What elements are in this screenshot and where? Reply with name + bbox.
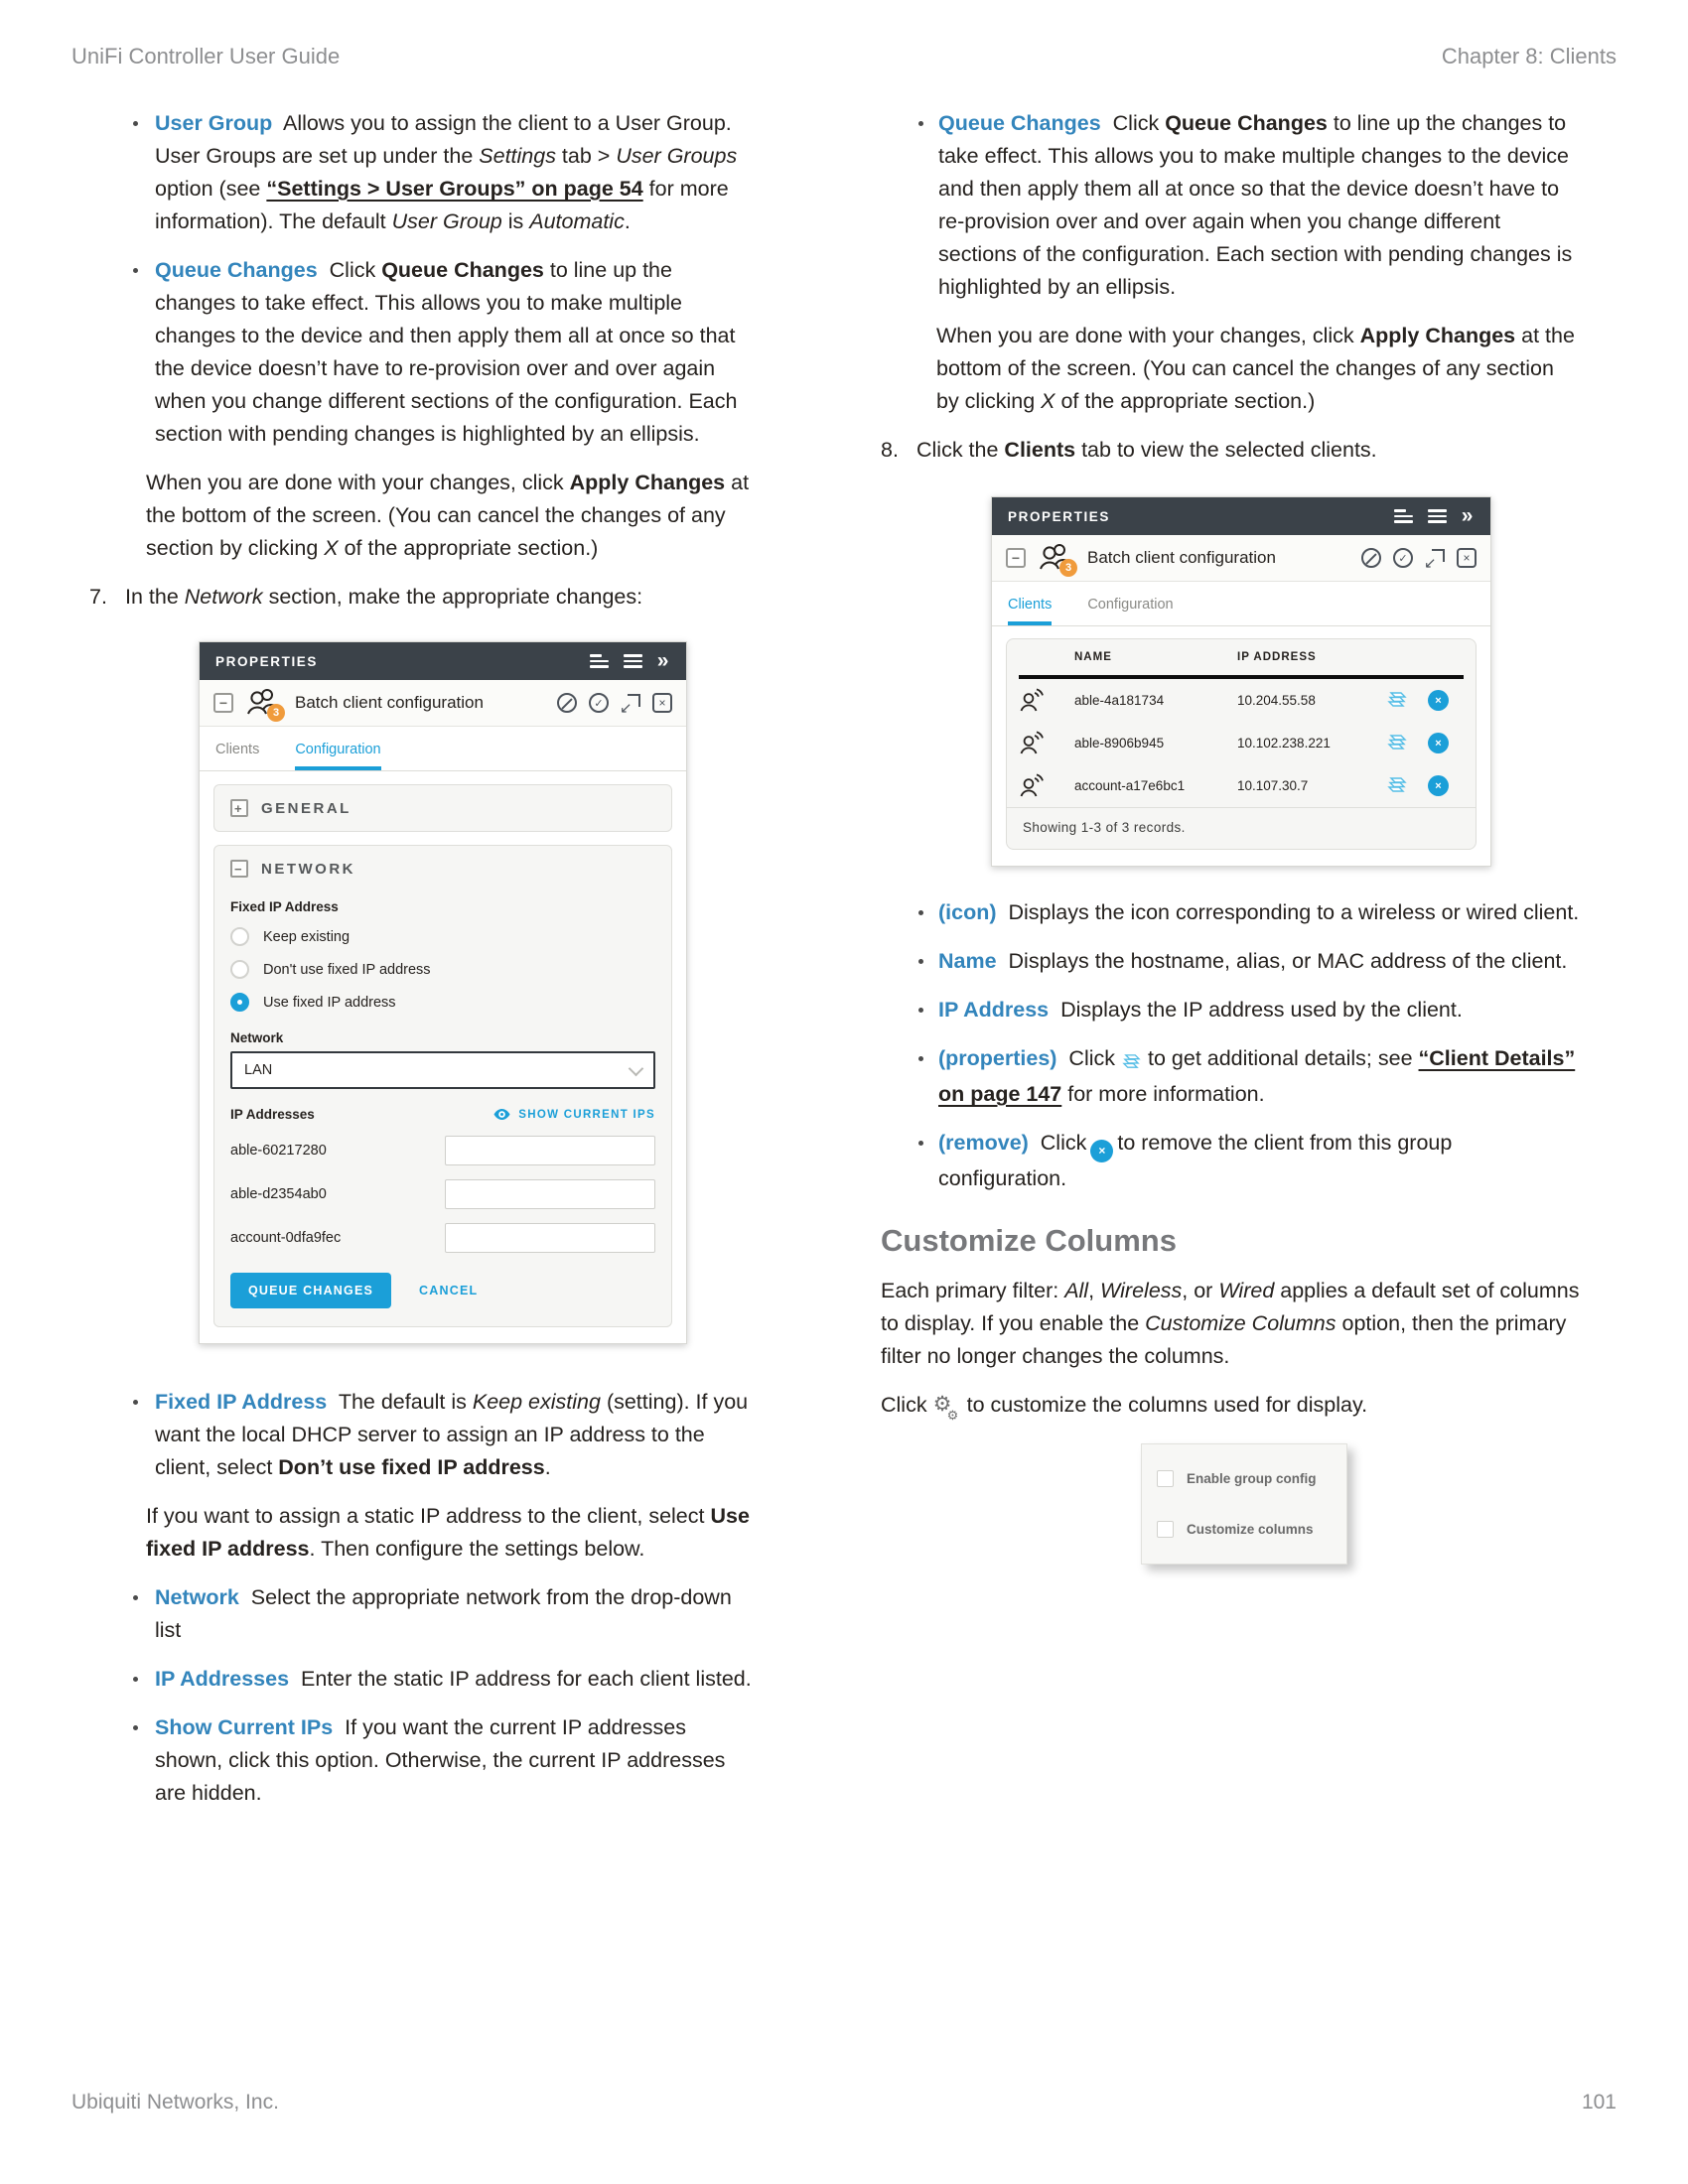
fixed-ip-label: Fixed IP Address xyxy=(230,899,339,914)
show-current-ips-link[interactable]: SHOW CURRENT IPS xyxy=(493,1109,655,1121)
confirm-icon[interactable]: ✓ xyxy=(1393,548,1413,568)
bullet-marker xyxy=(918,1008,923,1013)
text-run: User Group xyxy=(391,209,502,233)
text-run: Queue Changes xyxy=(381,258,544,282)
text-run: If you want to assign a static IP address to the client, select xyxy=(146,1504,711,1528)
gears-icon: ⚙ ⚙ xyxy=(932,1393,959,1423)
text-run: for more information. xyxy=(1061,1082,1265,1106)
text-run: Name xyxy=(938,949,997,973)
section-heading-customize-columns: Customize Columns xyxy=(881,1223,1177,1258)
radio-icon[interactable] xyxy=(230,960,249,979)
text-run: tab > xyxy=(555,144,617,168)
client-name: able-8906b945 xyxy=(1074,736,1165,751)
text-run: Automatic xyxy=(529,209,625,233)
network-section-body xyxy=(214,899,671,1326)
column-name: NAME xyxy=(1074,651,1112,663)
tab-clients[interactable]: Clients xyxy=(215,742,260,757)
eye-icon xyxy=(493,1109,510,1120)
text-run: (properties) xyxy=(938,1046,1057,1070)
bullet-ip-addresses xyxy=(89,1663,753,1696)
table-row xyxy=(1007,722,1476,764)
text-run: of the appropriate section.) xyxy=(1055,389,1316,413)
text-run: . xyxy=(624,209,631,233)
tab-configuration[interactable]: Configuration xyxy=(1087,597,1174,613)
text-run: to get additional details; see xyxy=(1148,1046,1419,1070)
text-run: IP Addresses xyxy=(155,1667,290,1691)
ip-row xyxy=(230,1179,655,1209)
step-7 xyxy=(89,581,753,614)
text-run: Network xyxy=(184,585,263,609)
client-name: able-4a181734 xyxy=(1074,693,1165,708)
wireless-client-icon xyxy=(1019,729,1074,758)
panel-tabs xyxy=(992,582,1490,626)
text-run: is xyxy=(501,209,530,233)
bullet-marker xyxy=(918,121,923,126)
expand-icon[interactable]: ↙ xyxy=(621,693,640,713)
text-run: . xyxy=(544,1455,551,1479)
button-row xyxy=(230,1273,655,1308)
network-section xyxy=(213,845,672,1327)
radio-use-fixed-ip[interactable]: Use fixed IP address xyxy=(230,986,655,1019)
block-icon[interactable] xyxy=(1361,548,1381,568)
tab-configuration[interactable]: Configuration xyxy=(295,742,380,770)
user-group-icon xyxy=(1039,542,1074,574)
text-run: Queue Changes xyxy=(1165,111,1328,135)
ip-address-input[interactable] xyxy=(445,1136,655,1165)
step-8 xyxy=(881,434,1582,467)
checkbox[interactable] xyxy=(1157,1521,1174,1538)
text-run: Keep existing xyxy=(472,1390,601,1414)
paragraph-static-ip xyxy=(89,1500,753,1566)
selection-count-badge: 3 xyxy=(267,704,285,722)
text-run: Use fixed IP address xyxy=(146,1504,750,1561)
text-run: Settings xyxy=(479,144,556,168)
text-run: Click xyxy=(1100,111,1166,135)
text-run: of the appropriate section.) xyxy=(338,536,599,560)
text-run: Queue Changes xyxy=(155,258,318,282)
indeterminate-checkbox[interactable]: − xyxy=(1006,548,1026,568)
text-run: option, then the primary filter no longer changes the columns. xyxy=(881,1311,1567,1368)
cancel-button[interactable]: CANCEL xyxy=(419,1284,479,1297)
text-run: , xyxy=(1088,1279,1101,1302)
radio-dont-use-fixed-ip[interactable]: Don't use fixed IP address xyxy=(230,953,655,986)
double-chevron-icon[interactable]: » xyxy=(1461,504,1475,527)
text-run: option (see xyxy=(155,177,267,201)
bullet-marker xyxy=(133,1595,138,1600)
left-column xyxy=(89,107,753,1826)
network-section-header[interactable]: − NETWORK xyxy=(214,846,671,891)
text-run: Queue Changes xyxy=(938,111,1101,135)
text-run: X xyxy=(324,536,339,560)
tab-clients[interactable]: Clients xyxy=(1008,597,1052,625)
selection-count-badge: 3 xyxy=(1059,559,1077,577)
bullet-name-desc xyxy=(881,945,1582,978)
bullet-ip-desc xyxy=(881,994,1582,1026)
close-icon[interactable]: × xyxy=(1457,548,1477,568)
properties-icon xyxy=(1119,1045,1144,1078)
text-run: Select the appropriate network from the drop-down list xyxy=(155,1585,732,1642)
text-run: The default is xyxy=(327,1390,473,1414)
text-run: applies a default set of columns to display. If you enable the xyxy=(881,1279,1580,1335)
paragraph-customize-columns xyxy=(881,1275,1582,1373)
text-run: X xyxy=(1041,389,1055,413)
expand-icon[interactable]: ↙ xyxy=(1425,548,1445,568)
bullet-marker xyxy=(918,1056,923,1061)
text-run: IP Address xyxy=(938,998,1050,1022)
remove-icon[interactable]: × xyxy=(1428,690,1449,711)
indeterminate-checkbox[interactable]: − xyxy=(213,693,233,713)
text-run: Wired xyxy=(1218,1279,1275,1302)
bullet-marker xyxy=(918,959,923,964)
general-section xyxy=(213,784,672,832)
step-number: 8. xyxy=(881,438,899,462)
text-run: If you want the current IP addresses shown, click this option. Otherwise, the current IP addresses are hidden. xyxy=(155,1715,726,1805)
text-run: Allows you to assign the client to a User Group. User Groups are set up under the xyxy=(155,111,732,168)
panel-body xyxy=(200,771,686,1343)
panel-tabs xyxy=(200,727,686,771)
bullet-user-group xyxy=(89,107,753,238)
properties-panel-configuration xyxy=(199,641,687,1344)
table-row xyxy=(1007,764,1476,807)
confirm-icon[interactable]: ✓ xyxy=(589,693,609,713)
block-icon[interactable] xyxy=(557,693,577,713)
bullet-marker xyxy=(133,268,138,273)
paragraph-apply-changes-right xyxy=(881,320,1582,418)
client-ip: 10.204.55.58 xyxy=(1237,693,1316,708)
client-ip: 10.107.30.7 xyxy=(1237,778,1309,793)
bullet-marker xyxy=(133,1725,138,1730)
table-record-count: Showing 1-3 of 3 records. xyxy=(1007,807,1476,849)
paragraph-click-gears xyxy=(881,1389,1582,1422)
bullet-marker xyxy=(918,1141,923,1146)
collapse-lines-icon[interactable] xyxy=(1394,509,1413,523)
text-run: Network xyxy=(155,1585,239,1609)
radio-icon-selected[interactable] xyxy=(230,993,249,1012)
text-run: Customize Columns xyxy=(1145,1311,1336,1335)
cross-reference-link[interactable]: “Settings > User Groups” on page 54 xyxy=(266,177,643,201)
collapse-lines-icon[interactable] xyxy=(590,654,609,668)
bullet-fixed-ip-address xyxy=(89,1386,753,1484)
bullet-icon-desc xyxy=(881,896,1582,929)
checkbox[interactable] xyxy=(1157,1470,1174,1487)
text-run: Click the xyxy=(916,438,1005,462)
running-footer xyxy=(71,2091,1617,2115)
network-label: Network xyxy=(230,1030,284,1045)
text-run: Apply Changes xyxy=(569,471,726,494)
text-run: When you are done with your changes, click xyxy=(146,471,570,494)
text-run: Enter the static IP address for each client listed. xyxy=(289,1667,752,1691)
doc-title: UniFi Controller User Guide xyxy=(71,44,341,68)
cross-reference-link[interactable]: “Client Details” on page 147 xyxy=(938,1046,1576,1106)
wireless-client-icon xyxy=(1019,771,1074,801)
properties-icon[interactable] xyxy=(1384,691,1428,710)
bullet-show-current-ips xyxy=(89,1711,753,1810)
text-run: at the bottom of the screen. (You can cancel the changes of any section by clicking xyxy=(936,324,1575,413)
text-run: Wireless xyxy=(1100,1279,1183,1302)
batch-action-icons xyxy=(557,693,672,717)
properties-panel-clients xyxy=(991,496,1491,867)
client-name: able-d2354ab0 xyxy=(230,1186,327,1202)
user-group-icon xyxy=(246,687,282,719)
radio-icon[interactable] xyxy=(230,927,249,946)
clients-table xyxy=(1006,638,1477,850)
right-column xyxy=(881,107,1582,1565)
ip-address-input[interactable] xyxy=(445,1223,655,1253)
menu-icon[interactable] xyxy=(624,654,642,668)
properties-title: PROPERTIES xyxy=(215,653,319,669)
text-run: Don’t use fixed IP address xyxy=(278,1455,545,1479)
properties-icon[interactable] xyxy=(1384,776,1428,795)
general-section-header[interactable]: + GENERAL xyxy=(214,785,671,831)
batch-title: Batch client configuration xyxy=(295,693,484,712)
client-name: able-60217280 xyxy=(230,1143,327,1159)
text-run: Apply Changes xyxy=(1359,324,1516,347)
text-run: to line up the changes to take effect. This allows you to make multiple changes to the device and then apply them all at once so that the device doesn’t have to re-provision over and over again when you change different sections of the configuration. Each section with pending changes is highlighted by an ellipsis. xyxy=(938,111,1573,299)
text-run: . Then configure the settings below. xyxy=(309,1537,645,1561)
double-chevron-icon[interactable]: » xyxy=(656,649,670,672)
text-run: to customize the columns used for display. xyxy=(966,1393,1368,1417)
bullet-queue-changes-right xyxy=(881,107,1582,304)
title-bar-icons xyxy=(1394,504,1475,527)
ip-address-input[interactable] xyxy=(445,1179,655,1209)
remove-icon[interactable]: × xyxy=(1428,733,1449,753)
bullet-network xyxy=(89,1581,753,1647)
radio-keep-existing[interactable]: Keep existing xyxy=(230,920,655,953)
batch-header-row xyxy=(992,535,1490,582)
text-run: , or xyxy=(1182,1279,1219,1302)
properties-icon[interactable] xyxy=(1384,734,1428,752)
client-name: account-0dfa9fec xyxy=(230,1230,342,1246)
text-run: Click xyxy=(1056,1046,1115,1070)
ip-row xyxy=(230,1136,655,1165)
text-run: User Groups xyxy=(616,144,738,168)
bullet-properties-desc xyxy=(881,1042,1582,1111)
text-run: Show Current IPs xyxy=(155,1715,334,1739)
option-customize-columns[interactable]: Customize columns xyxy=(1142,1504,1346,1555)
text-run: Fixed IP Address xyxy=(155,1390,328,1414)
text-run: to remove the client from this group configuration. xyxy=(938,1131,1453,1190)
text-run: Click xyxy=(881,1393,927,1417)
paragraph-apply-changes xyxy=(89,467,753,565)
text-run: (setting). If you want the local DHCP server to assign an IP address to the client, select xyxy=(155,1390,749,1479)
client-ip: 10.102.238.221 xyxy=(1237,736,1331,751)
chevron-down-icon xyxy=(629,1060,644,1076)
properties-title: PROPERTIES xyxy=(1008,508,1111,524)
column-ip-address: IP ADDRESS xyxy=(1237,651,1317,663)
bullet-marker xyxy=(918,910,923,915)
bullet-remove-desc xyxy=(881,1127,1582,1195)
bullet-marker xyxy=(133,1400,138,1405)
ip-addresses-label: IP Addresses xyxy=(230,1107,315,1122)
text-run: Each primary filter: xyxy=(881,1279,1065,1302)
close-icon[interactable]: × xyxy=(652,693,672,713)
text-run: In the xyxy=(125,585,185,609)
collapse-minus-icon[interactable]: − xyxy=(230,860,248,878)
remove-icon: × xyxy=(1090,1140,1113,1162)
text-run: Click xyxy=(317,258,382,282)
running-header xyxy=(71,44,1617,69)
ip-addresses-header xyxy=(230,1107,655,1122)
properties-title-bar xyxy=(200,642,686,680)
page-number: 101 xyxy=(1581,2091,1617,2114)
text-run: (icon) xyxy=(938,900,997,924)
text-run: to line up the changes to take effect. This allows you to make multiple changes to the device and then apply them all at once so that the device doesn’t have to re-provision over and over again when you change different sections of the configuration. Each section with pending changes is highlighted by an ellipsis. xyxy=(155,258,738,446)
network-select[interactable]: LAN xyxy=(230,1051,655,1089)
client-name: account-a17e6bc1 xyxy=(1074,778,1186,793)
text-run: All xyxy=(1064,1279,1089,1302)
table-row xyxy=(1007,679,1476,722)
batch-header-row xyxy=(200,680,686,727)
text-run: tab to view the selected clients. xyxy=(1075,438,1377,462)
text-run: User Group xyxy=(155,111,273,135)
text-run: Displays the icon corresponding to a wireless or wired client. xyxy=(996,900,1580,924)
queue-changes-button[interactable]: QUEUE CHANGES xyxy=(230,1273,391,1308)
bullet-queue-changes xyxy=(89,254,753,451)
text-run: Click xyxy=(1028,1131,1087,1155)
text-run: Displays the hostname, alias, or MAC address of the client. xyxy=(996,949,1568,973)
menu-icon[interactable] xyxy=(1428,509,1447,523)
wireless-client-icon xyxy=(1019,686,1074,716)
text-run: section, make the appropriate changes: xyxy=(262,585,643,609)
publisher: Ubiquiti Networks, Inc. xyxy=(71,2091,279,2114)
bullet-marker xyxy=(133,1677,138,1682)
chapter-title: Chapter 8: Clients xyxy=(1441,44,1617,68)
text-run: Clients xyxy=(1004,438,1076,462)
text-run: Displays the IP address used by the client. xyxy=(1049,998,1463,1022)
text-run: for more information). The default xyxy=(155,177,729,233)
properties-title-bar xyxy=(992,497,1490,535)
batch-title: Batch client configuration xyxy=(1087,548,1276,567)
table-header xyxy=(1007,639,1476,675)
columns-options-dropdown xyxy=(1141,1443,1347,1565)
ip-row xyxy=(230,1223,655,1253)
batch-action-icons xyxy=(1361,548,1477,572)
remove-icon[interactable]: × xyxy=(1428,775,1449,796)
option-enable-group-config[interactable]: Enable group config xyxy=(1142,1453,1346,1504)
expand-plus-icon[interactable]: + xyxy=(230,799,248,817)
text-run: (remove) xyxy=(938,1131,1029,1155)
title-bar-icons xyxy=(590,649,670,672)
text-run: When you are done with your changes, click xyxy=(936,324,1360,347)
step-number: 7. xyxy=(89,585,107,609)
text-run: at the bottom of the screen. (You can cancel the changes of any section by clicking xyxy=(146,471,750,560)
bullet-marker xyxy=(133,121,138,126)
